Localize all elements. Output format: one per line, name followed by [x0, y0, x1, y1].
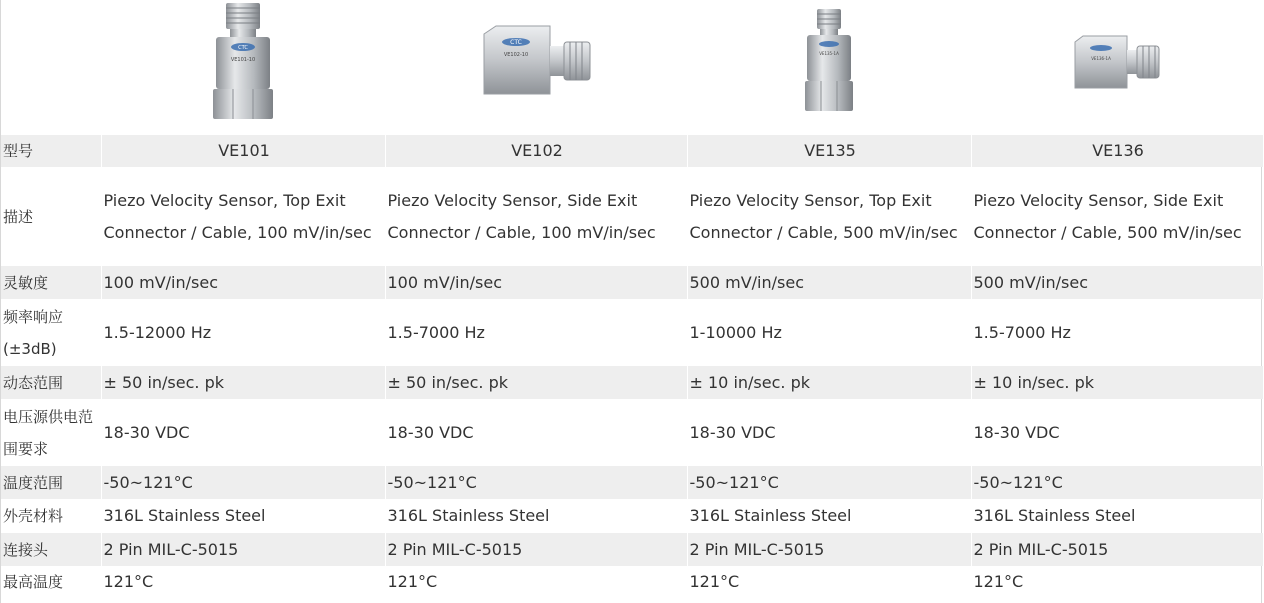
side-exit-sensor-icon — [476, 22, 596, 102]
cell-sensitivity-ve136: 500 mV/in/sec — [971, 266, 1263, 299]
cell-dynamic-range-ve136: ± 10 in/sec. pk — [971, 366, 1263, 399]
cell-frequency-ve102: 1.5-7000 Hz — [385, 299, 687, 366]
row-label-case-material: 外壳材料 — [1, 499, 101, 533]
cell-description-ve135: Piezo Velocity Sensor, Top Exit Connector / Cable, 500 mV/in/sec — [687, 167, 971, 266]
top-exit-sensor-icon — [208, 1, 278, 123]
product-image-ve102 — [385, 0, 687, 135]
cell-description-ve102: Piezo Velocity Sensor, Side Exit Connector / Cable, 100 mV/in/sec — [385, 167, 687, 266]
cell-sensitivity-ve101: 100 mV/in/sec — [101, 266, 385, 299]
cell-connector-ve101: 2 Pin MIL-C-5015 — [101, 533, 385, 566]
svg-text:CTC: CTC — [510, 39, 522, 46]
cell-sensitivity-ve102: 100 mV/in/sec — [385, 266, 687, 299]
sensor-spec-table — [1, 0, 1264, 598]
cell-voltage-ve135: 18-30 VDC — [687, 399, 971, 466]
cell-frequency-ve136: 1.5-7000 Hz — [971, 299, 1263, 366]
cell-dynamic-range-ve101: ± 50 in/sec. pk — [101, 366, 385, 399]
svg-text:CTC: CTC — [238, 45, 248, 51]
top-exit-sensor-icon — [801, 7, 857, 117]
row-label-voltage-supply: 电压源供电范围要求 — [1, 399, 101, 466]
cell-max-temp-ve136: 121°C — [971, 566, 1263, 598]
cell-material-ve136: 316L Stainless Steel — [971, 499, 1263, 533]
row-frequency-response — [1, 299, 1263, 366]
row-connector — [1, 533, 1263, 566]
cell-voltage-ve102: 18-30 VDC — [385, 399, 687, 466]
cell-model-ve102: VE102 — [385, 135, 687, 167]
cell-voltage-ve136: 18-30 VDC — [971, 399, 1263, 466]
row-dynamic-range — [1, 366, 1263, 399]
image-row-label — [1, 0, 101, 135]
cell-connector-ve102: 2 Pin MIL-C-5015 — [385, 533, 687, 566]
cell-material-ve135: 316L Stainless Steel — [687, 499, 971, 533]
cell-dynamic-range-ve135: ± 10 in/sec. pk — [687, 366, 971, 399]
svg-text:VE136-1A: VE136-1A — [1091, 56, 1111, 61]
cell-sensitivity-ve135: 500 mV/in/sec — [687, 266, 971, 299]
product-image-ve101 — [101, 0, 385, 135]
cell-max-temp-ve135: 121°C — [687, 566, 971, 598]
row-max-temperature — [1, 566, 1263, 598]
cell-max-temp-ve102: 121°C — [385, 566, 687, 598]
row-case-material — [1, 499, 1263, 533]
svg-text:VE102-10: VE102-10 — [503, 52, 529, 58]
cell-connector-ve136: 2 Pin MIL-C-5015 — [971, 533, 1263, 566]
cell-model-ve136: VE136 — [971, 135, 1263, 167]
image-row — [1, 0, 1263, 135]
cell-dynamic-range-ve102: ± 50 in/sec. pk — [385, 366, 687, 399]
svg-text:VE101-10: VE101-10 — [230, 57, 256, 63]
row-label-model: 型号 — [1, 135, 101, 167]
row-label-description: 描述 — [1, 167, 101, 266]
cell-temp-range-ve136: -50~121°C — [971, 466, 1263, 499]
cell-temp-range-ve101: -50~121°C — [101, 466, 385, 499]
cell-material-ve102: 316L Stainless Steel — [385, 499, 687, 533]
product-image-ve135 — [687, 0, 971, 135]
row-label-max-temperature: 最高温度 — [1, 566, 101, 598]
row-sensitivity — [1, 266, 1263, 299]
row-temperature-range — [1, 466, 1263, 499]
row-label-frequency-response: 频率响应(±3dB) — [1, 299, 101, 366]
cell-voltage-ve101: 18-30 VDC — [101, 399, 385, 466]
row-label-temperature-range: 温度范围 — [1, 466, 101, 499]
product-image-ve136 — [971, 0, 1263, 135]
row-label-connector: 连接头 — [1, 533, 101, 566]
cell-frequency-ve101: 1.5-12000 Hz — [101, 299, 385, 366]
row-description — [1, 167, 1263, 266]
cell-temp-range-ve135: -50~121°C — [687, 466, 971, 499]
cell-max-temp-ve101: 121°C — [101, 566, 385, 598]
cell-model-ve101: VE101 — [101, 135, 385, 167]
row-voltage-supply — [1, 399, 1263, 466]
row-label-sensitivity: 灵敏度 — [1, 266, 101, 299]
cell-connector-ve135: 2 Pin MIL-C-5015 — [687, 533, 971, 566]
cell-frequency-ve135: 1-10000 Hz — [687, 299, 971, 366]
cell-description-ve136: Piezo Velocity Sensor, Side Exit Connector / Cable, 500 mV/in/sec — [971, 167, 1263, 266]
row-label-dynamic-range: 动态范围 — [1, 366, 101, 399]
svg-text:VE135-1A: VE135-1A — [819, 51, 839, 56]
cell-temp-range-ve102: -50~121°C — [385, 466, 687, 499]
cell-model-ve135: VE135 — [687, 135, 971, 167]
cell-material-ve101: 316L Stainless Steel — [101, 499, 385, 533]
cell-description-ve101: Piezo Velocity Sensor, Top Exit Connector / Cable, 100 mV/in/sec — [101, 167, 385, 266]
side-exit-sensor-icon — [1069, 32, 1165, 92]
row-model — [1, 135, 1263, 167]
